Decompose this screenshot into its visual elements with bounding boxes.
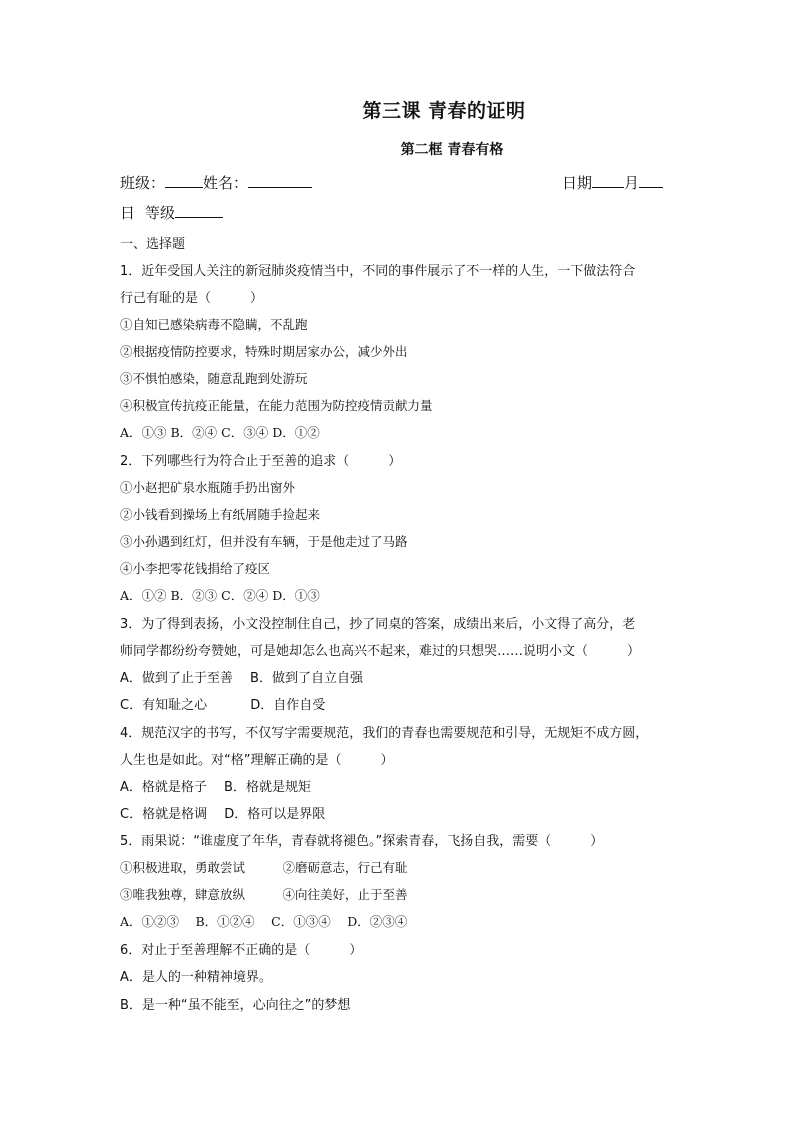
question-4-options-1: A．格就是格子 B．格就是规矩 [120,780,311,795]
question-4-stem-line-2: 人生也是如此。对“格”理解正确的是（ ） [120,753,394,768]
question-2-options: A．①② B．②③ C．②④ D．①③ [120,588,320,603]
date-label: 日期 [562,174,593,192]
question-1-options: A．①③ B．②④ C．③④ D．①② [120,425,320,440]
date-row [562,172,663,193]
grade-blank [175,203,223,218]
question-5-options: A．①②③ B．①②④ C．①③④ D．②③④ [120,914,408,929]
question-3-stem-line-2: 师同学都纷纷夸赞她，可是她却怎么也高兴不起来，难过的只想哭……说明小文（ ） [120,644,641,659]
question-3-options-2: C．有知耻之心 D．自作自受 [120,698,326,713]
student-info-row [120,172,312,193]
question-5-stem: 5．雨果说：“谁虚度了年华，青春就将褪色。”探索青春，飞扬自我，需要（ ） [120,834,604,849]
question-6-stem: 6．对止于至善理解不正确的是（ ） [120,943,363,958]
question-5-statements-2: ③唯我独尊，肆意放纵 ④向往美好，止于至善 [120,887,408,902]
name-label: 姓名： [203,174,249,192]
day-label: 日 [120,204,136,222]
question-4-stem-line-1: 4．规范汉字的书写，不仅写字需要规范，我们的青春也需要规范和引导，无规矩不成方圆， [120,726,649,741]
question-1-statement-3: ③不惧怕感染，随意乱跑到处游玩 [120,371,308,386]
class-blank [165,173,203,188]
question-2-statement-2: ②小钱看到操场上有纸屑随手捡起来 [120,507,321,522]
question-4-options-2: C．格就是格调 D．格可以是界限 [120,807,326,822]
question-2-statement-3: ③小孙遇到红灯，但并没有车辆，于是他走过了马路 [120,534,408,549]
question-1-stem-line-2: 行己有耻的是（ ） [120,291,264,306]
question-2-stem: 2．下列哪些行为符合止于至善的追求（ ） [120,454,402,469]
page-subtitle: 第二框 青春有格 [400,142,504,158]
class-label: 班级： [120,174,166,192]
question-1-statement-1: ①自知已感染病毒不隐瞒，不乱跑 [120,317,308,332]
section-heading: 一、选择题 [120,237,186,252]
question-6-option-b: B．是一种“虽不能至，心向往之”的梦想 [120,998,351,1013]
day-blank [639,173,663,188]
question-1-statement-4: ④积极宣传抗疫正能量，在能力范围为防控疫情贡献力量 [120,398,433,413]
question-5-statements-1: ①积极进取，勇敢尝试 ②磨砺意志，行己有耻 [120,860,408,875]
grade-row [120,202,223,223]
question-2-statement-1: ①小赵把矿泉水瓶随手扔出窗外 [120,480,296,495]
question-6-option-a: A．是人的一种精神境界。 [120,970,272,985]
name-blank [248,173,312,188]
question-3-stem-line-1: 3．为了得到表扬，小文没控制住自己，抄了同桌的答案，成绩出来后，小文得了高分，老 [120,617,636,632]
page-title: 第三课 青春的证明 [362,100,526,122]
month-label: 月 [624,174,640,192]
question-3-options-1: A．做到了止于至善 B．做到了自立自强 [120,671,363,686]
month-blank [592,173,624,188]
question-1-statement-2: ②根据疫情防控要求，特殊时期居家办公，减少外出 [120,344,408,359]
question-2-statement-4: ④小李把零花钱捐给了疫区 [120,561,271,576]
grade-label: 等级 [145,204,176,222]
question-1-stem-line-1: 1．近年受国人关注的新冠肺炎疫情当中，不同的事件展示了不一样的人生，一下做法符合 [120,264,636,279]
